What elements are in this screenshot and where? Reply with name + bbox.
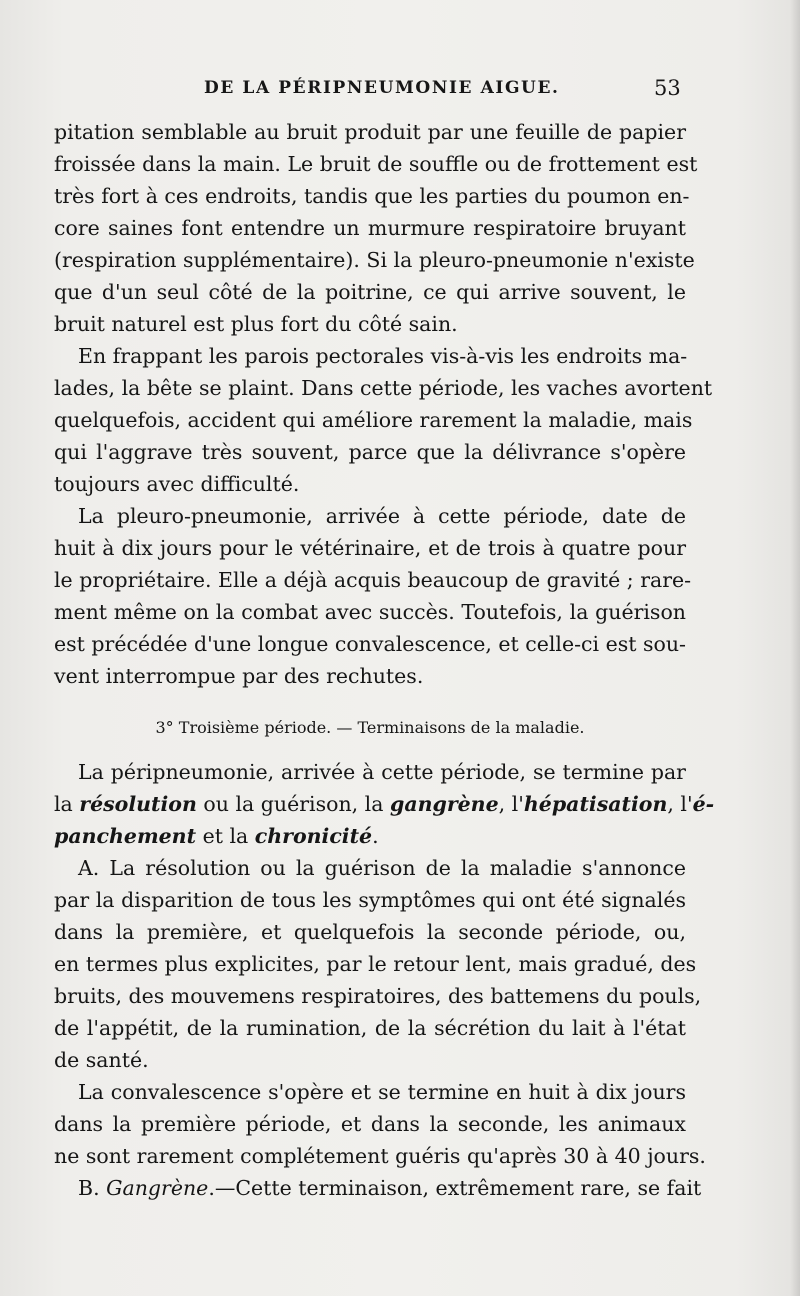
paragraph — [54, 116, 698, 340]
text-line: dans la première, et quelquefois la seconde période, ou, — [54, 920, 686, 944]
text-line: vent interrompue par des rechutes. — [54, 664, 424, 688]
text-line: core saines font entendre un murmure respiratoire bruyant — [54, 216, 686, 240]
text-line — [54, 1172, 702, 1204]
paragraph — [54, 500, 692, 692]
text-segment: , l' — [667, 792, 693, 816]
page-edge-shadow — [790, 0, 800, 1296]
text-line: que d'un seul côté de la poitrine, ce qui arrive souvent, le — [54, 280, 686, 304]
page-header — [0, 78, 800, 108]
section-heading: 3° Troisième période. — Terminaisons de la maladie. — [155, 718, 585, 737]
text-line: huit à dix jours pour le vétérinaire, et de trois à quatre pour — [54, 536, 686, 560]
term-gangrene-heading: Gangrène — [106, 1176, 209, 1200]
paragraph — [54, 852, 702, 1076]
text-line: ment même on la combat avec succès. Toutefois, la guérison — [54, 600, 686, 624]
text-line: froissée dans la main. Le bruit de souffle ou de frottement est — [54, 152, 698, 176]
text-line: est précédée d'une longue convalescence, et celle-ci est sou- — [54, 632, 686, 656]
paragraph — [54, 1172, 702, 1204]
text-line: dans la première période, et dans la seconde, les animaux — [54, 1112, 686, 1136]
text-line: bruits, des mouvemens respiratoires, des battemens du pouls, — [54, 984, 702, 1008]
text-line: pitation semblable au bruit produit par une feuille de papier — [54, 120, 686, 144]
term-epanchement-end: panchement — [54, 824, 197, 848]
text-line — [54, 820, 686, 852]
text-segment: la — [54, 792, 80, 816]
text-line: de l'appétit, de la rumination, de la sécrétion du lait à l'état — [54, 1016, 686, 1040]
paragraph — [54, 1076, 706, 1172]
text-segment: B. — [78, 1176, 107, 1200]
term-epanchement-start: é- — [692, 792, 715, 816]
text-line: ne sont rarement complétement guéris qu'après 30 à 40 jours. — [54, 1144, 706, 1168]
text-segment: et la — [196, 824, 255, 848]
term-resolution: résolution — [79, 792, 197, 816]
body-text — [54, 116, 715, 1204]
text-line: A. La résolution ou la guérison de la maladie s'annonce — [78, 856, 686, 880]
text-line: lades, la bête se plaint. Dans cette période, les vaches avortent — [54, 376, 713, 400]
text-line: bruit naturel est plus fort du côté sain. — [54, 312, 458, 336]
text-line: qui l'aggrave très souvent, parce que la délivrance s'opère — [54, 440, 686, 464]
page-number: 53 — [654, 76, 681, 100]
text-line: toujours avec difficulté. — [54, 472, 300, 496]
text-line: En frappant les parois pectorales vis-à-vis les endroits ma- — [78, 344, 688, 368]
text-line: par la disparition de tous les symptômes qui ont été signalés — [54, 888, 686, 912]
text-line — [54, 788, 715, 820]
text-line: en termes plus explicites, par le retour lent, mais gradué, des — [54, 952, 697, 976]
text-line: (respiration supplémentaire). Si la pleuro-pneumonie n'existe — [54, 248, 695, 272]
text-segment: .—Cette terminaison, extrêmement rare, se fait — [208, 1176, 702, 1200]
text-line: le propriétaire. Elle a déjà acquis beaucoup de gravité ; rare- — [54, 568, 692, 592]
text-line: La pleuro-pneumonie, arrivée à cette période, date de — [78, 504, 686, 528]
text-segment: , l' — [498, 792, 524, 816]
term-gangrene: gangrène — [389, 792, 499, 816]
text-line: de santé. — [54, 1048, 149, 1072]
term-chronicite: chronicité — [254, 824, 373, 848]
text-line: La péripneumonie, arrivée à cette période, se termine par — [78, 760, 686, 784]
paragraph — [54, 756, 715, 852]
text-line: quelquefois, accident qui améliore rarement la maladie, mais — [54, 408, 693, 432]
text-segment: . — [372, 824, 379, 848]
text-line: La convalescence s'opère et se termine en huit à dix jours — [78, 1080, 686, 1104]
text-line: très fort à ces endroits, tandis que les parties du poumon en- — [54, 184, 690, 208]
paragraph — [54, 340, 713, 500]
running-title: DE LA PÉRIPNEUMONIE AIGUE. — [204, 78, 560, 98]
term-hepatisation: hépatisation — [523, 792, 668, 816]
text-segment: ou la guérison, la — [196, 792, 390, 816]
